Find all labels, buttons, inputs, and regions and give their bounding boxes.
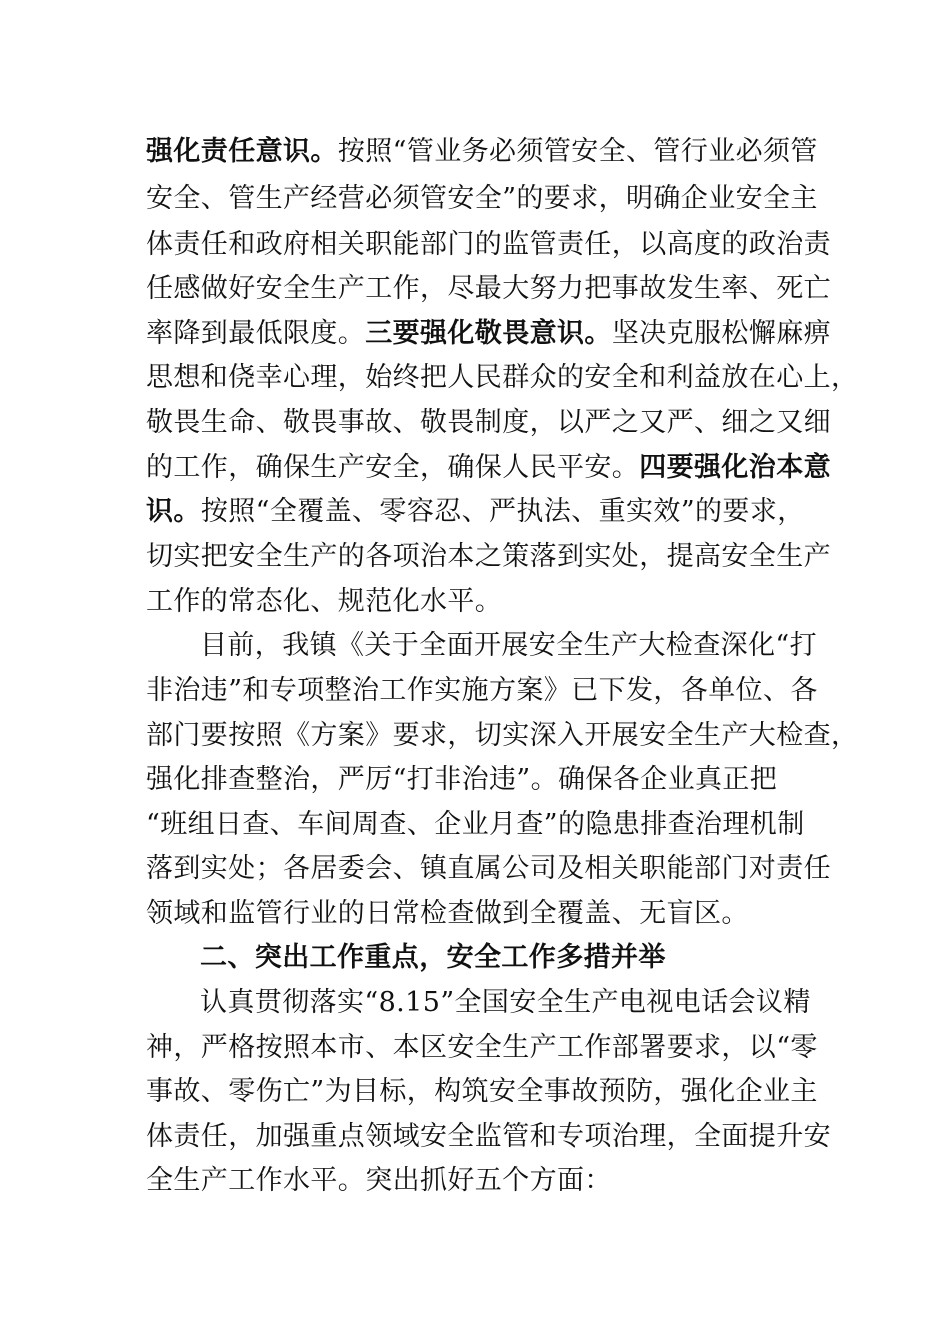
section-heading: 二、突出工作重点，安全工作多措并举 — [200, 942, 666, 973]
text-run: 率降到最低限度。 — [146, 318, 366, 349]
text-run: 按照“全覆盖、零容忍、严执法、重实效”的要求， — [200, 496, 805, 527]
text-line — [146, 495, 805, 529]
text-line: 领域和监管行业的日常检查做到全覆盖、无盲区。 — [146, 898, 749, 929]
text-line: 强化排查整治，严厉“打非治违”。确保各企业真正把 — [146, 764, 778, 795]
text-line: “班组日查、车间周查、企业月查”的隐患排查治理机制 — [146, 809, 805, 840]
text-line: 工作的常态化、规范化水平。 — [146, 586, 503, 617]
bold-phrase: 三要强化敬畏意识。 — [365, 318, 612, 349]
text-line: 事故、零伤亡”为目标，构筑安全事故预防，强化企业主 — [146, 1076, 818, 1107]
text-run: 按照“管业务必须管安全、管行业必须管 — [337, 136, 818, 167]
text-line: 非治违”和专项整治工作实施方案》已下发，各单位、各 — [146, 675, 818, 706]
text-line: 任感做好安全生产工作，尽最大努力把事故发生率、死亡 — [146, 273, 831, 304]
text-line: 体责任，加强重点领域安全监管和专项治理，全面提升安 — [146, 1121, 831, 1152]
text-line: 安全、管生产经营必须管安全”的要求，明确企业安全主 — [146, 183, 818, 214]
text-run: 的工作，确保生产安全，确保人民平安。 — [146, 452, 640, 483]
text-line: 敬畏生命、敬畏事故、敬畏制度，以严之又严、细之又细 — [146, 407, 831, 438]
text-line: 认真贯彻落实“8.15”全国安全生产电视电话会议精 — [200, 987, 811, 1018]
text-line — [146, 451, 831, 485]
text-line — [146, 135, 818, 169]
text-line: 神，严格按照本市、本区安全生产工作部署要求，以“零 — [146, 1032, 818, 1063]
bold-phrase: 强化责任意识。 — [146, 136, 338, 167]
text-line: 思想和侥幸心理，始终把人民群众的安全和利益放在心上， — [146, 362, 859, 393]
bold-phrase: 四要强化治本意 — [639, 452, 832, 483]
text-line: 落到实处；各居委会、镇直属公司及相关职能部门对责任 — [146, 853, 831, 884]
text-line: 切实把安全生产的各项治本之策落到实处，提高安全生产 — [146, 541, 831, 572]
bold-phrase: 识。 — [146, 496, 201, 527]
text-line — [146, 317, 831, 351]
text-line: 部门要按照《方案》要求，切实深入开展安全生产大检查， — [146, 720, 859, 751]
text-line: 目前，我镇《关于全面开展安全生产大检查深化“打 — [200, 630, 818, 661]
text-run: 坚决克服松懈麻痹 — [611, 318, 832, 349]
text-line: 全生产工作水平。突出抓好五个方面： — [146, 1165, 612, 1196]
text-line: 体责任和政府相关职能部门的监管责任，以高度的政治责 — [146, 229, 831, 260]
